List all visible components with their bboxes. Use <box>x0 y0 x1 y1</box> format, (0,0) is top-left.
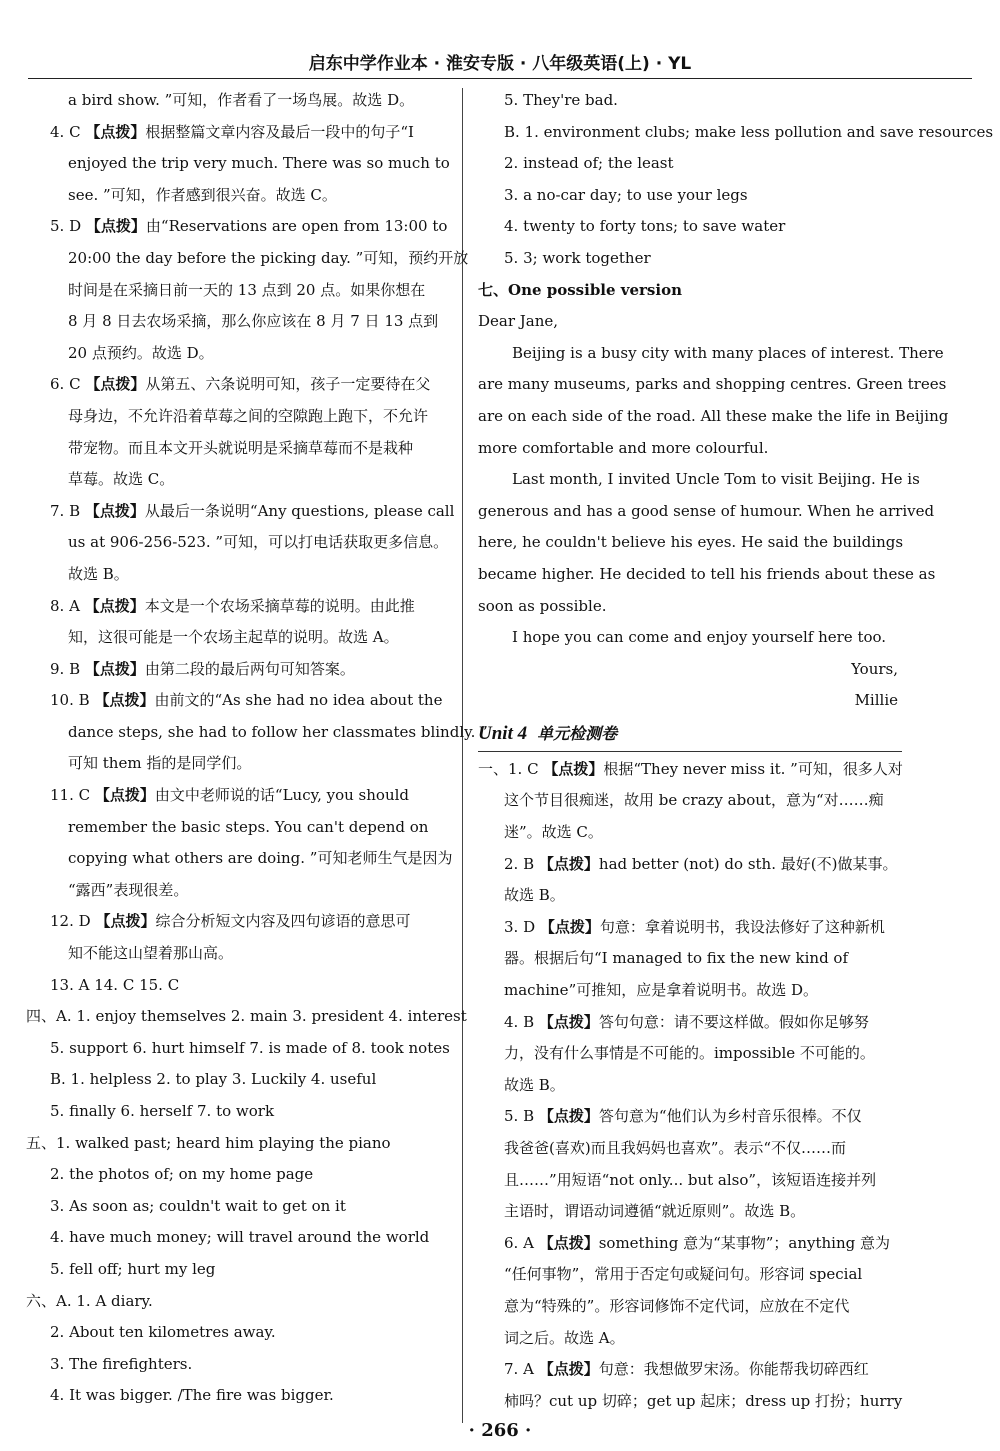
unit-answer-3 <box>478 912 902 944</box>
answer-text: 由文中老师说的话“Lucy, you should <box>154 786 409 805</box>
answer-line: “任何事物”，常用于否定句或疑问句。形容词 special <box>504 1265 863 1284</box>
answer-line: remember the basic steps. You can't depend on <box>68 817 429 836</box>
answer-line: 草莓。故选 C。 <box>68 470 175 489</box>
answer-line: 5. 3; work together <box>504 248 651 267</box>
answer-line: copying what others are doing. ”可知老师生气是因为 <box>68 849 453 868</box>
section-6-line: 六、A. 1. A diary. <box>26 1291 153 1310</box>
answer-line: 8 月 8 日去农场采摘，那么你应该在 8 月 7 日 13 点到 <box>68 312 439 331</box>
answer-line: B. 1. helpless 2. to play 3. Luckily 4. useful <box>50 1070 377 1089</box>
hint-label: 【点拨】 <box>84 659 145 678</box>
answer-9 <box>24 654 448 686</box>
unit-subtitle: 单元检测卷 <box>537 725 618 743</box>
hint-label: 【点拨】 <box>539 917 600 936</box>
answer-line: 我爸爸(喜欢)而且我妈妈也喜欢”。表示“不仅……而 <box>504 1139 847 1157</box>
answer-line: us at 906-256-523. ”可知，可以打电话获取更多信息。 <box>68 533 449 552</box>
answer-number: 9. B <box>50 659 81 678</box>
letter-line: I hope you can come and enjoy yourself here too. <box>512 628 887 647</box>
answer-number: 5. D <box>50 217 82 236</box>
unit-heading <box>478 717 902 752</box>
answer-text: 本文是一个农场采摘草莓的说明。由此推 <box>144 596 415 615</box>
letter-salutation: Dear Jane, <box>478 312 559 331</box>
answer-4 <box>24 117 448 149</box>
answer-number: 4. B <box>504 1012 535 1031</box>
answer-number: 7. A <box>504 1360 534 1379</box>
unit-answer-1 <box>478 754 902 786</box>
right-column <box>478 85 994 1417</box>
answer-text: 综合分析短文内容及四句谚语的意思可 <box>155 912 411 931</box>
answer-line: 4. have much money; will travel around the world <box>50 1228 430 1247</box>
answer-line: 柿吗？cut up 切碎；get up 起床；dress up 打扮；hurry <box>504 1391 903 1410</box>
answer-line: 迷”。故选 C。 <box>504 823 603 842</box>
answer-line: 故选 B。 <box>504 886 565 905</box>
answer-line: 母身边，不允许沿着草莓之间的空隙跑上跑下，不允许 <box>68 406 429 425</box>
answer-line: 故选 B。 <box>504 1075 565 1094</box>
answer-number: 2. B <box>504 854 535 873</box>
answer-line: 词之后。故选 A。 <box>504 1328 625 1347</box>
column-divider <box>462 88 463 1423</box>
answer-number: 5. B <box>504 1107 535 1126</box>
section-7-heading: 七、One possible version <box>478 280 682 299</box>
answer-text: 从第五、六条说明可知，孩子一定要待在父 <box>145 375 431 394</box>
answer-text: something 意为“某事物”；anything 意为 <box>598 1233 890 1252</box>
answer-line: 4. twenty to forty tons; to save water <box>504 217 786 236</box>
hint-label: 【点拨】 <box>543 759 604 778</box>
section-4-line: 四、A. 1. enjoy themselves 2. main 3. president 4. interest <box>26 1007 467 1026</box>
answer-8 <box>24 591 448 623</box>
answer-line: 2. the photos of; on my home page <box>50 1165 314 1184</box>
hint-label: 【点拨】 <box>538 1233 599 1252</box>
hint-label: 【点拨】 <box>538 1107 599 1126</box>
answer-line: 且……”用短语“not only... but also”，该短语连接并列 <box>504 1170 877 1189</box>
answer-line: 3. a no-car day; to use your legs <box>504 185 748 204</box>
answer-line: “露西”表现很差。 <box>68 880 189 899</box>
answer-line: machine”可推知，应是拿着说明书。故选 D。 <box>504 981 819 1000</box>
answer-line: a bird show. ”可知，作者看了一场鸟展。故选 D。 <box>68 91 415 109</box>
answer-line: 2. instead of; the least <box>504 154 674 173</box>
letter-line: more comfortable and more colourful. <box>478 438 769 457</box>
answer-line: 5. They're bad. <box>504 91 618 109</box>
answer-line: 13. A 14. C 15. C <box>50 975 180 994</box>
answer-text: 由第二段的最后两句可知答案。 <box>144 659 355 678</box>
hint-label: 【点拨】 <box>85 217 146 236</box>
unit-answer-7 <box>478 1354 902 1386</box>
answer-number: 一、1. C <box>478 759 539 778</box>
answer-line: B. 1. environment clubs; make less pollution and save resources <box>504 122 994 141</box>
answer-line: 5. fell off; hurt my leg <box>50 1259 216 1278</box>
answer-number: 7. B <box>50 501 81 520</box>
unit-answer-6 <box>478 1228 902 1260</box>
letter-signature: Millie <box>854 691 898 710</box>
answer-number: 4. C <box>50 122 81 141</box>
hint-label: 【点拨】 <box>84 596 145 615</box>
answer-text: 根据整篇文章内容及最后一段中的句子“I <box>145 122 414 141</box>
answer-number: 3. D <box>504 917 536 936</box>
section-5-line: 五、1. walked past; heard him playing the piano <box>26 1133 391 1152</box>
answer-number: 11. C <box>50 786 91 805</box>
answer-line: 2. About ten kilometres away. <box>50 1323 276 1342</box>
answer-text: 答句意为“他们认为乡村音乐很棒。不仅 <box>598 1107 862 1126</box>
answer-text: 根据“They never miss it. ”可知，很多人对 <box>603 759 903 778</box>
answer-line: enjoyed the trip very much. There was so much to <box>68 154 450 173</box>
answer-10 <box>24 685 448 717</box>
running-header: 启东中学作业本 · 淮安专版 · 八年级英语(上) · YL <box>28 52 972 79</box>
answer-line: 主语时，谓语动词遵循“就近原则”。故选 B。 <box>504 1202 806 1221</box>
answer-text: 答句句意：请不要这样做。假如你足够努 <box>598 1012 869 1031</box>
answer-text: 句意：拿着说明书，我设法修好了这种新机 <box>599 917 885 936</box>
hint-label: 【点拨】 <box>538 1360 599 1379</box>
answer-line: 3. As soon as; couldn't wait to get on it <box>50 1196 346 1215</box>
hint-label: 【点拨】 <box>85 122 146 141</box>
letter-line: soon as possible. <box>478 596 607 615</box>
answer-number: 8. A <box>50 596 80 615</box>
hint-label: 【点拨】 <box>538 1012 599 1031</box>
answer-number: 6. C <box>50 375 81 394</box>
answer-line: 力，没有什么事情是不可能的。impossible 不可能的。 <box>504 1044 875 1063</box>
hint-label: 【点拨】 <box>95 912 156 931</box>
hint-label: 【点拨】 <box>94 691 155 710</box>
left-column <box>24 85 488 1412</box>
unit-title: Unit 4 <box>478 722 528 744</box>
page-number: · 266 · <box>468 1420 532 1441</box>
answer-number: 10. B <box>50 691 90 710</box>
letter-line: Beijing is a busy city with many places of interest. There <box>512 343 944 362</box>
answer-line: 4. It was bigger. /The fire was bigger. <box>50 1386 334 1405</box>
answer-11 <box>24 780 448 812</box>
answer-line: 知不能这山望着那山高。 <box>68 944 234 963</box>
answer-text: 由前文的“As she had no idea about the <box>154 691 443 710</box>
answer-line: 3. The firefighters. <box>50 1354 193 1373</box>
answer-line: 20 点预约。故选 D。 <box>68 343 214 362</box>
answer-line: dance steps, she had to follow her classmates blindly. ” <box>68 722 488 741</box>
hint-label: 【点拨】 <box>538 854 599 873</box>
letter-closing: Yours, <box>851 659 898 678</box>
answer-line: 5. finally 6. herself 7. to work <box>50 1102 275 1120</box>
answer-line: 20:00 the day before the picking day. ”可知，预约开放 <box>68 248 469 267</box>
answer-6 <box>24 369 448 401</box>
answer-text: had better (not) do sth. 最好(不)做某事。 <box>598 854 898 873</box>
hint-label: 【点拨】 <box>94 786 155 805</box>
letter-line: are on each side of the road. All these make the life in Beijing <box>478 406 949 425</box>
answer-7 <box>24 496 455 528</box>
answer-line: 带宠物。而且本文开头就说明是采摘草莓而不是栽种 <box>68 438 414 457</box>
answer-line: 知，这很可能是一个农场主起草的说明。故选 A。 <box>68 628 399 647</box>
letter-line: Last month, I invited Uncle Tom to visit Beijing. He is <box>512 470 920 489</box>
answer-text: 从最后一条说明“Any questions, please call <box>144 501 455 520</box>
letter-line: here, he couldn't believe his eyes. He said the buildings <box>478 533 904 552</box>
hint-label: 【点拨】 <box>85 375 146 394</box>
answer-number: 12. D <box>50 912 91 931</box>
unit-answer-2 <box>478 849 902 881</box>
answer-line: 故选 B。 <box>68 564 129 583</box>
letter-line: are many museums, parks and shopping centres. Green trees <box>478 375 947 394</box>
answer-line: 5. support 6. hurt himself 7. is made of 8. took notes <box>50 1038 450 1057</box>
answer-5 <box>24 211 448 243</box>
answer-line: 可知 them 指的是同学们。 <box>68 754 252 773</box>
answer-line: 器。根据后句“I managed to fix the new kind of <box>504 949 849 968</box>
letter-line: generous and has a good sense of humour. When he arrived <box>478 501 935 520</box>
letter-line: became higher. He decided to tell his friends about these as <box>478 564 936 583</box>
answer-number: 6. A <box>504 1233 534 1252</box>
answer-text: 由“Reservations are open from 13:00 to <box>145 217 448 236</box>
answer-text: 句意：我想做罗宋汤。你能帮我切碎西红 <box>598 1360 869 1379</box>
answer-line: 时间是在采摘日前一天的 13 点到 20 点。如果你想在 <box>68 280 426 299</box>
hint-label: 【点拨】 <box>84 501 145 520</box>
answer-12 <box>24 906 448 938</box>
answer-line: 这个节目很痴迷，故用 be crazy about，意为“对……痴 <box>504 791 884 810</box>
answer-line: see. ”可知，作者感到很兴奋。故选 C。 <box>68 185 337 204</box>
unit-answer-5 <box>478 1101 902 1133</box>
unit-answer-4 <box>478 1007 902 1039</box>
answer-line: 意为“特殊的”。形容词修饰不定代词，应放在不定代 <box>504 1296 850 1315</box>
